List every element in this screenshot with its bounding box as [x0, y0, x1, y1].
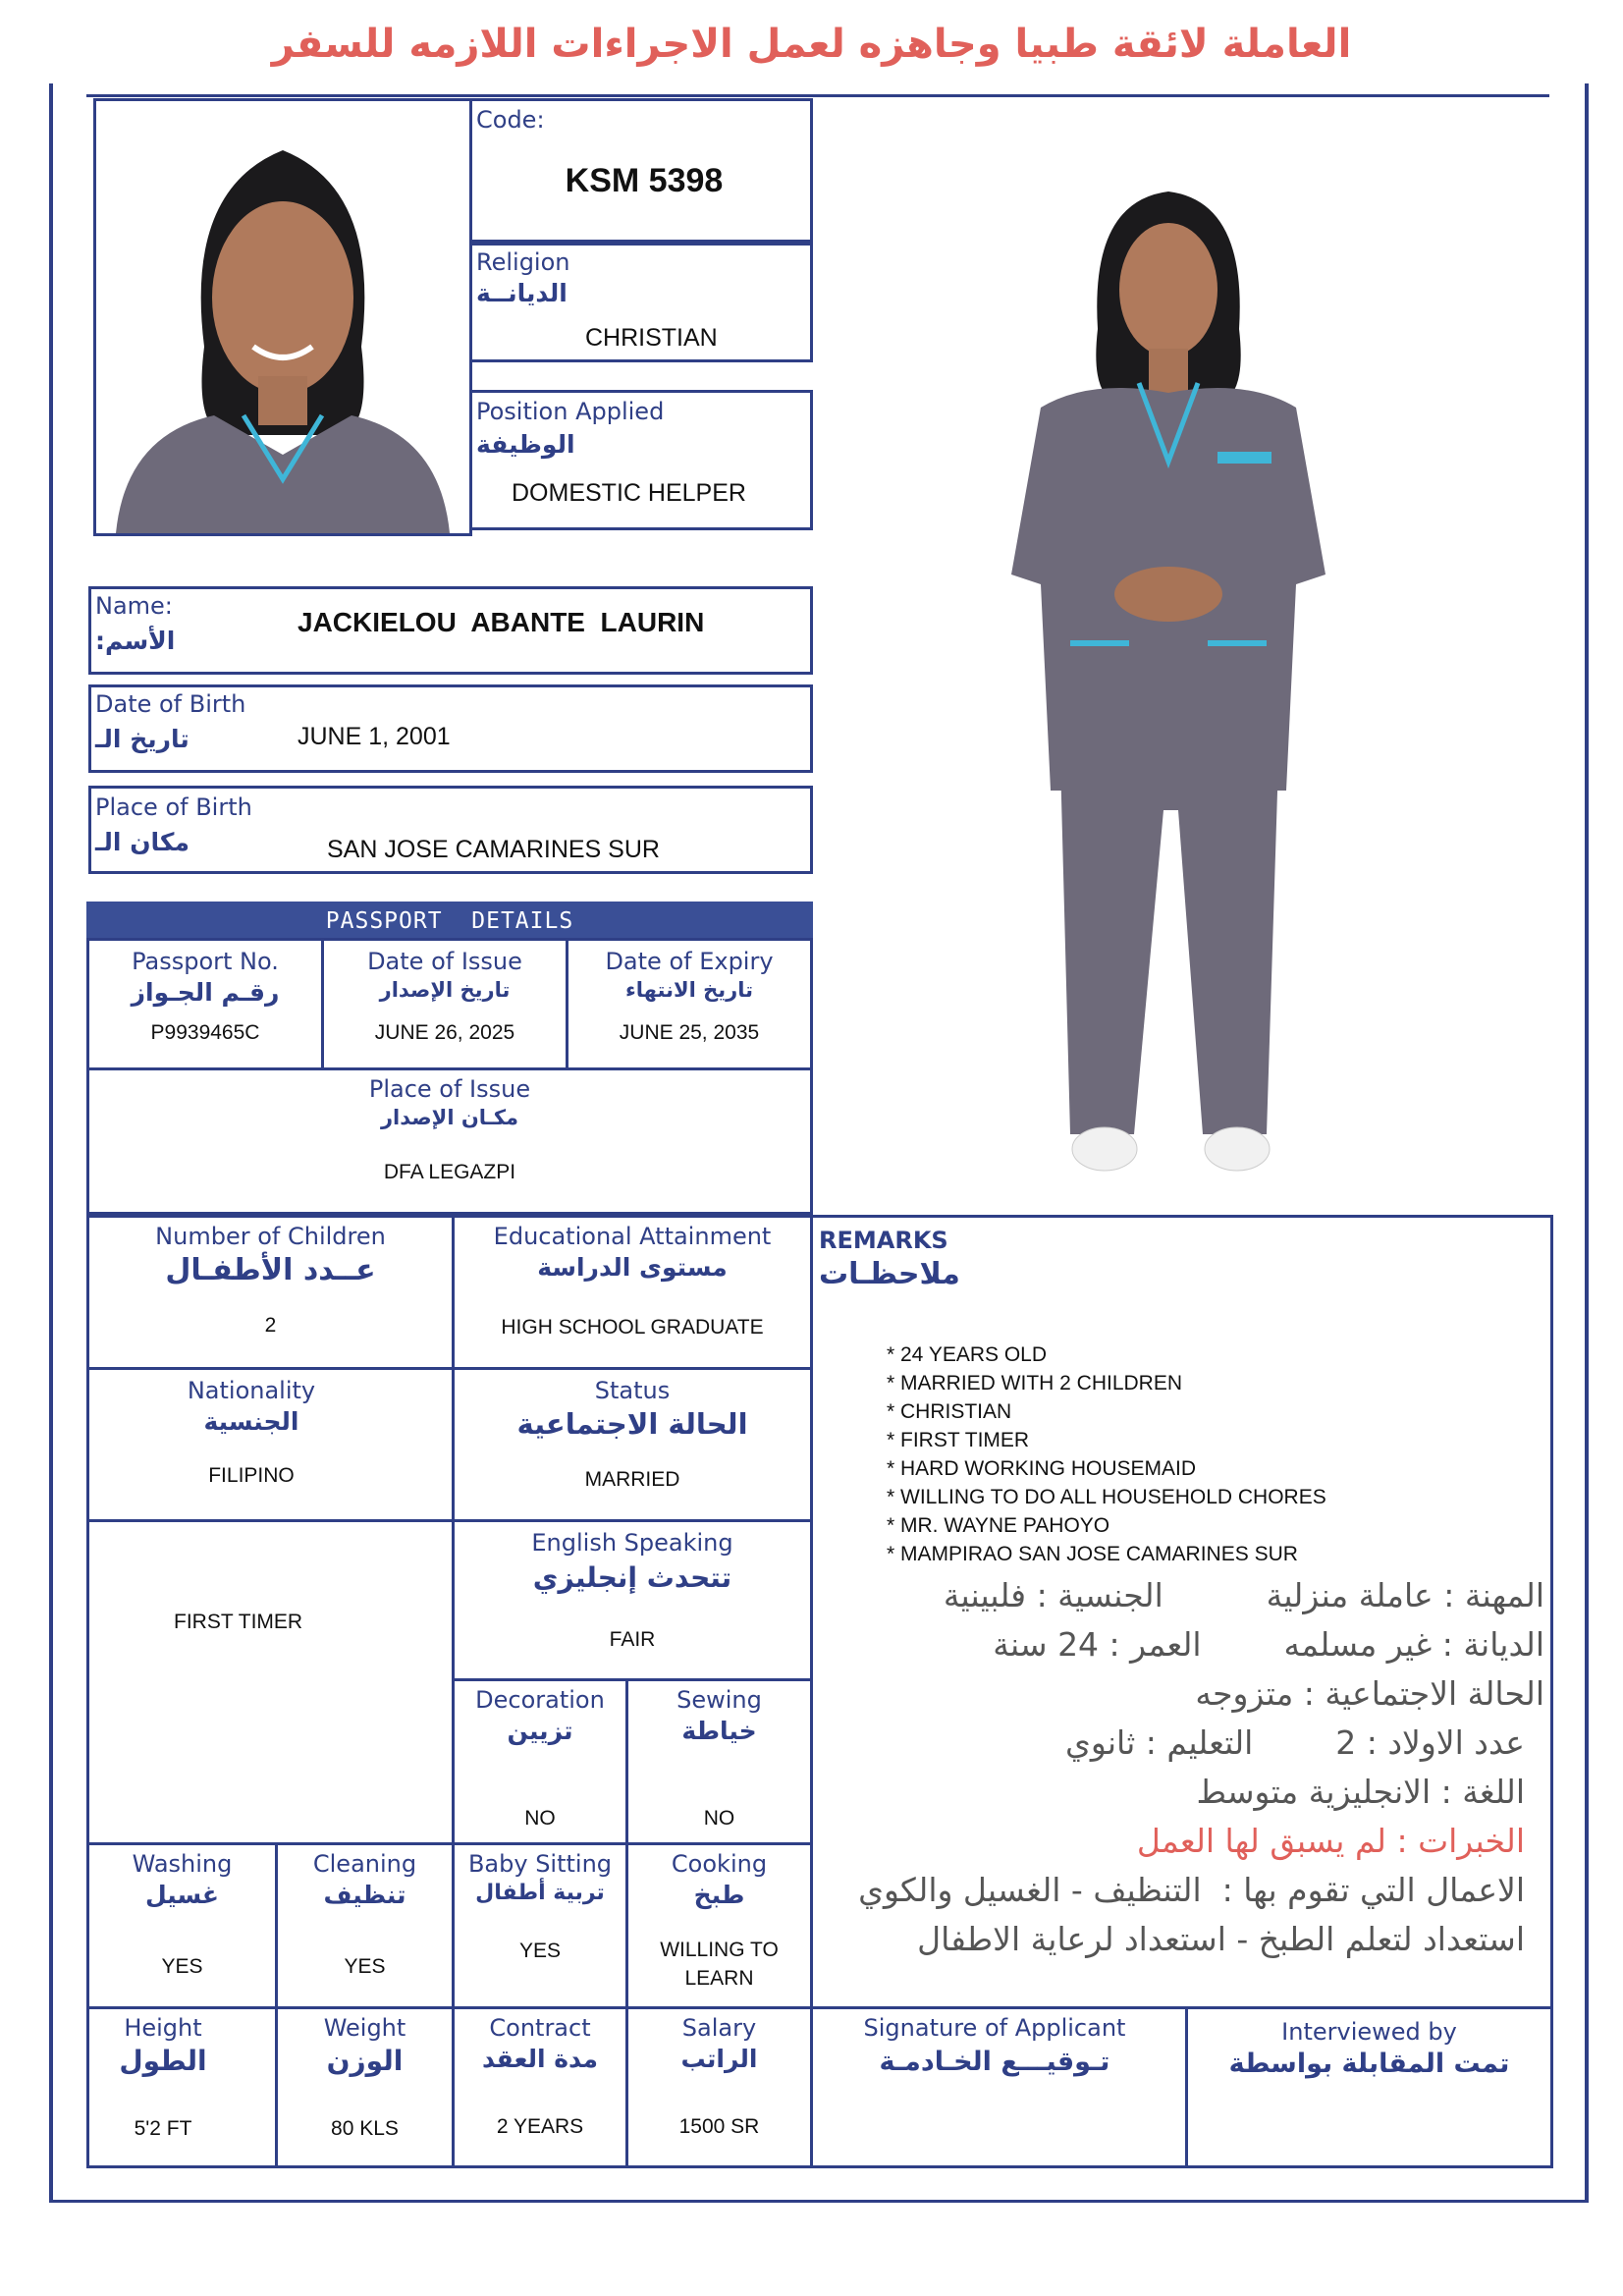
status-label: Status: [594, 1377, 671, 1404]
remarks-line: * 24 YEARS OLD: [887, 1343, 1048, 1366]
interviewed-label: Interviewed by: [1281, 2018, 1457, 2046]
children-cell: [86, 1215, 455, 1370]
weight-label: Weight: [323, 2014, 406, 2042]
arabic-line: المهنة : عاملة منزلية الجنسية : فلبينية: [943, 1576, 1544, 1614]
passport-place-label: Place of Issue: [368, 1075, 531, 1103]
washing-cell: [86, 1842, 278, 2009]
frame-top-line: [86, 94, 1549, 97]
height-label: Height: [124, 2014, 202, 2042]
babysitting-value: YES: [518, 1940, 562, 1962]
weight-value: 80 KLS: [331, 2117, 399, 2140]
sewing-cell: [625, 1678, 813, 1845]
name-label-ar: الأسم:: [95, 627, 176, 655]
passport-expiry-label-ar: تاريخ الانتهاء: [625, 978, 753, 1002]
code-label: Code:: [476, 106, 545, 134]
arabic-line: اللغة : الانجليزية متوسط: [1196, 1773, 1525, 1811]
english-label: English Speaking: [531, 1529, 733, 1557]
position-box: [469, 390, 813, 530]
status-label-ar: الحالة الاجتماعية: [516, 1407, 748, 1441]
passport-expiry-value: JUNE 25, 2035: [619, 1021, 760, 1044]
passport-expiry-cell: [566, 938, 813, 1070]
signature-label: Signature of Applicant: [863, 2014, 1126, 2042]
washing-value: YES: [161, 1955, 203, 1978]
arabic-line: استعداد لتعلم الطبخ - استعداد لرعاية الاطفال: [917, 1920, 1525, 1958]
arabic-line: الاعمال التي تقوم بها : التنظيف - الغسيل والكوي: [858, 1871, 1525, 1909]
dob-label-ar: تاريخ الـ: [95, 725, 189, 753]
babysitting-label: Baby Sitting: [467, 1850, 613, 1878]
interviewed-label-ar: تمت المقابلة بواسطة: [1228, 2049, 1510, 2079]
decoration-value: NO: [524, 1807, 556, 1830]
passport-number-label-ar: رقـم الجـواز: [131, 978, 280, 1007]
remarks-line: * WILLING TO DO ALL HOUSEHOLD CHORES: [887, 1486, 1326, 1508]
pob-label-ar: مكان الـ: [95, 828, 189, 856]
remarks-arabic: [823, 1576, 1544, 1998]
interviewed-cell: [1185, 2006, 1553, 2168]
position-label-ar: الوظيفة: [476, 430, 575, 459]
education-value: HIGH SCHOOL GRADUATE: [501, 1316, 764, 1339]
religion-box: [469, 243, 813, 362]
passport-number-cell: [86, 938, 324, 1070]
cleaning-label: Cleaning: [312, 1850, 417, 1878]
passport-issue-value: JUNE 26, 2025: [374, 1021, 515, 1044]
passport-place-value: DFA LEGAZPI: [383, 1161, 516, 1183]
education-label: Educational Attainment: [493, 1223, 772, 1250]
nationality-value: FILIPINO: [208, 1464, 295, 1487]
remarks-line: * HARD WORKING HOUSEMAID: [887, 1457, 1197, 1480]
sewing-label-ar: خياطة: [681, 1717, 757, 1745]
fitness-statement: العاملة لائقة طبيا وجاهزه لعمل الاجراءات اللازمه للسفر: [271, 22, 1352, 67]
children-label: Number of Children: [155, 1223, 386, 1250]
remarks-line: * CHRISTIAN: [887, 1400, 1012, 1423]
pob-box: [88, 786, 813, 874]
remarks-line: * MARRIED WITH 2 CHILDREN: [887, 1372, 1183, 1394]
passport-place-label-ar: مكـان الإصدار: [380, 1106, 519, 1129]
remarks-label: REMARKS: [819, 1227, 948, 1254]
passport-number-value: P9939465C: [150, 1021, 260, 1044]
name-value: JACKIELOU ABANTE LAURIN: [298, 607, 705, 637]
religion-label-ar: الديانــة: [476, 279, 568, 307]
pob-value: SAN JOSE CAMARINES SUR: [327, 836, 660, 863]
passport-expiry-label: Date of Expiry: [605, 948, 774, 975]
cooking-label: Cooking: [671, 1850, 768, 1878]
headshot-illustration: [96, 101, 469, 533]
washing-label: Washing: [132, 1850, 233, 1878]
height-cell: [86, 2006, 278, 2168]
decoration-label: Decoration: [475, 1686, 605, 1714]
height-label-ar: الطول: [119, 2045, 207, 2077]
arabic-line: الحالة الاجتماعية : متزوجه: [1195, 1674, 1544, 1713]
position-label: Position Applied: [476, 398, 665, 425]
cleaning-label-ar: تنظيف: [323, 1881, 406, 1909]
remarks-label-ar: ملاحظـات: [819, 1257, 960, 1291]
code-box: [469, 98, 813, 243]
cooking-cell: [625, 1842, 813, 2009]
weight-label-ar: الوزن: [326, 2045, 404, 2077]
experience-value: FIRST TIMER: [174, 1611, 303, 1633]
full-body-photo: [923, 182, 1414, 1193]
weight-cell: [275, 2006, 455, 2168]
passport-number-label: Passport No.: [132, 948, 279, 975]
status-cell: [452, 1367, 813, 1522]
remarks-line: * MAMPIRAO SAN JOSE CAMARINES SUR: [887, 1543, 1298, 1565]
sewing-label: Sewing: [676, 1686, 762, 1714]
pob-label: Place of Birth: [95, 793, 252, 821]
cooking-label-ar: طبخ: [693, 1881, 745, 1909]
english-value: FAIR: [609, 1628, 656, 1651]
contract-cell: [452, 2006, 628, 2168]
washing-label-ar: غسيل: [144, 1881, 220, 1909]
contract-label: Contract: [489, 2014, 591, 2042]
code-value: KSM 5398: [565, 162, 724, 199]
education-label-ar: مستوى الدراسة: [537, 1253, 728, 1282]
babysitting-cell: [452, 1842, 628, 2009]
name-box: [88, 586, 813, 675]
dob-box: [88, 684, 813, 773]
nationality-cell: [86, 1367, 455, 1522]
name-label: Name:: [95, 592, 173, 620]
decoration-label-ar: تزيين: [507, 1717, 573, 1745]
full-body-illustration: [923, 182, 1414, 1193]
babysitting-label-ar: تربية أطفال: [475, 1881, 605, 1905]
salary-cell: [625, 2006, 813, 2168]
arabic-line: الديانة : غير مسلمه العمر : 24 سنة: [993, 1625, 1544, 1664]
contract-label-ar: مدة العقد: [482, 2045, 598, 2073]
remarks-box: [810, 1215, 1553, 2009]
salary-label: Salary: [681, 2014, 757, 2042]
cooking-value: WILLING TO LEARN: [660, 1939, 779, 1991]
children-label-ar: عــدد الأطفـال: [165, 1253, 376, 1287]
position-value: DOMESTIC HELPER: [512, 479, 746, 507]
remarks-line: * FIRST TIMER: [887, 1429, 1030, 1451]
religion-label: Religion: [476, 248, 570, 276]
arabic-line-experience: الخبرات : لم يسبق لها العمل: [1136, 1822, 1525, 1860]
signature-cell: [810, 2006, 1188, 2168]
experience-cell: [86, 1519, 455, 1845]
passport-issue-label-ar: تاريخ الإصدار: [379, 978, 511, 1002]
salary-label-ar: الراتب: [680, 2045, 758, 2073]
nationality-label: Nationality: [187, 1377, 316, 1404]
english-cell: [452, 1519, 813, 1681]
passport-issue-label: Date of Issue: [367, 948, 522, 975]
height-value: 5'2 FT: [134, 2117, 192, 2140]
salary-value: 1500 SR: [678, 2115, 760, 2138]
signature-label-ar: تـوقيـــع الخـادمـة: [879, 2047, 1110, 2077]
passport-issue-cell: [321, 938, 568, 1070]
arabic-line: عدد الاولاد : 2 التعليم : ثانوي: [1064, 1723, 1525, 1762]
english-label-ar: تتحدث إنجليزي: [532, 1561, 732, 1594]
cleaning-cell: [275, 1842, 455, 2009]
passport-place-cell: [86, 1067, 813, 1215]
decoration-cell: [452, 1678, 628, 1845]
dob-value: JUNE 1, 2001: [298, 723, 451, 750]
nationality-label-ar: الجنسية: [203, 1407, 299, 1436]
religion-value: CHRISTIAN: [585, 324, 718, 352]
remarks-line: * MR. WAYNE PAHOYO: [887, 1514, 1110, 1537]
remarks-list: [887, 1343, 1476, 1579]
children-value: 2: [264, 1314, 277, 1337]
contract-value: 2 YEARS: [496, 2115, 584, 2138]
sewing-value: NO: [703, 1807, 735, 1830]
cleaning-value: YES: [344, 1955, 386, 1978]
status-value: MARRIED: [584, 1468, 680, 1491]
passport-header: PASSPORT DETAILS: [86, 902, 813, 941]
education-cell: [452, 1215, 813, 1370]
headshot-photo: [93, 98, 472, 536]
dob-label: Date of Birth: [95, 690, 246, 718]
